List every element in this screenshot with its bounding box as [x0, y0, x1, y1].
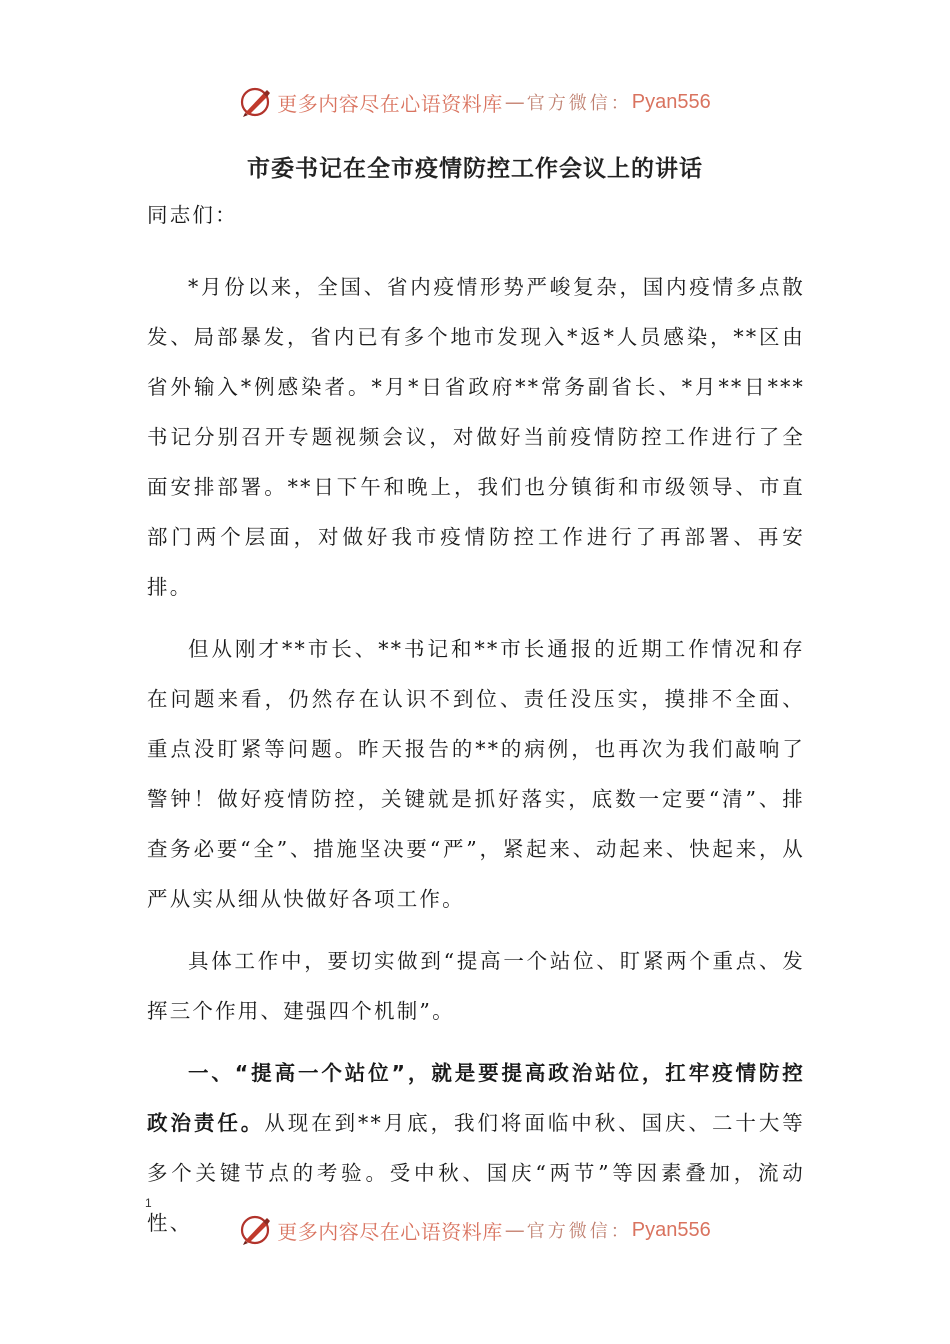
brand-dash: —	[504, 90, 525, 114]
paragraph-3: 具体工作中，要切实做到“提高一个站位、盯紧两个重点、发挥三个作用、建强四个机制”。	[147, 949, 805, 1023]
page-number: 1	[145, 1196, 152, 1210]
document-body	[147, 190, 805, 1248]
document-title: 市委书记在全市疫情防控工作会议上的讲话	[247, 156, 703, 182]
pen-logo-icon	[239, 1213, 273, 1247]
brand-text: 更多内容尽在心语资料库	[277, 91, 503, 116]
brand-text: 更多内容尽在心语资料库	[277, 1219, 503, 1244]
header-banner	[0, 80, 950, 124]
footer-banner	[0, 1208, 950, 1252]
salutation: 同志们：	[147, 203, 238, 227]
brand-dash: —	[504, 1218, 525, 1242]
wechat-label: 官方微信：	[526, 1221, 632, 1242]
wechat-label: 官方微信：	[526, 93, 632, 114]
wechat-id: Pyan556	[631, 90, 711, 113]
section-one-heading: 一、“提高一个站位”，就是要提高政治站位，扛牢疫情防控政治责任。	[147, 1061, 805, 1135]
wechat-id: Pyan556	[631, 1218, 711, 1241]
paragraph-2: 但从刚才**市长、**书记和**市长通报的近期工作情况和存在问题来看，仍然存在认识不到位、责任没压实，摸排不全面、重点没盯紧等问题。昨天报告的**的病例，也再次为我们敲响了警钟！做好疫情防控，关键就是抓好落实，底数一定要“清”、排查务必要“全”、措施坚决要“严”，紧起来、动起来、快起来，从严从实从细从快做好各项工作。	[147, 637, 805, 911]
section-one-text: 从现在到**月底，我们将面临中秋、国庆、二十大等多个关键节点的考验。受中秋、国庆“两节”等因素叠加，流动性、	[147, 1111, 805, 1235]
pen-logo-icon	[239, 85, 273, 119]
paragraph-1: *月份以来，全国、省内疫情形势严峻复杂，国内疫情多点散发、局部暴发，省内已有多个地市发现入*返*人员感染，**区由省外输入*例感染者。*月*日省政府**常务副省长、*月**日***书记分别召开专题视频会议，对做好当前疫情防控工作进行了全面安排部署。**日下午和晚上，我们也分镇街和市级领导、市直部门两个层面，对做好我市疫情防控工作进行了再部署、再安排。	[147, 275, 805, 599]
